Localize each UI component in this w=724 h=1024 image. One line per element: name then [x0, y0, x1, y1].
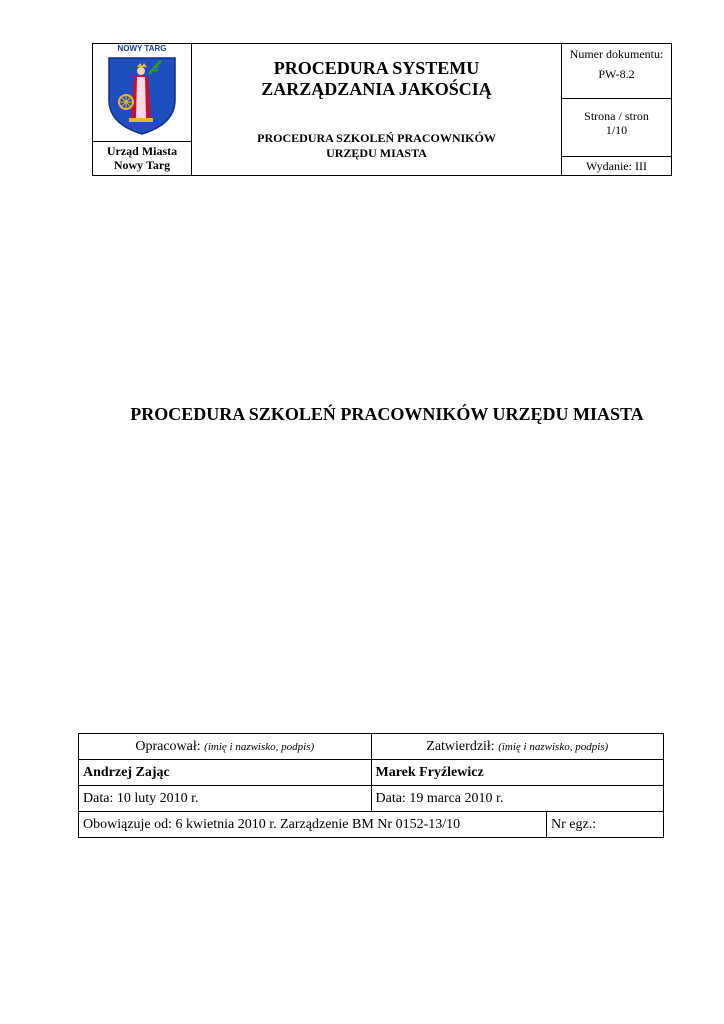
office-name	[93, 141, 191, 175]
page-value: 1/10	[605, 123, 628, 137]
title-column	[192, 44, 561, 175]
office-line-1: Urząd Miasta	[106, 144, 178, 158]
procedure-line-1: PROCEDURA SZKOLEŃ PRACOWNIKÓW	[257, 131, 496, 145]
coat-of-arms	[93, 44, 191, 139]
approved-name: Marek Fryźlewicz	[371, 760, 664, 786]
prepared-hint: (imię i nazwisko, podpis)	[204, 740, 315, 753]
system-title-line-2: ZARZĄDZANIA JAKOŚCIĄ	[261, 79, 492, 99]
doc-number: PW-8.2	[598, 67, 635, 81]
document-header	[92, 43, 672, 176]
approved-hint: (imię i nazwisko, podpis)	[498, 740, 609, 753]
table-row	[79, 760, 664, 786]
effective-date: Obowiązuje od: 6 kwietnia 2010 r. Zarządzenie BM Nr 0152-13/10	[79, 812, 547, 838]
table-row	[79, 786, 664, 812]
page-cell	[562, 99, 671, 157]
coat-of-arms-icon	[93, 44, 191, 139]
main-title: PROCEDURA SZKOLEŃ PRACOWNIKÓW URZĘDU MIASTA	[130, 404, 644, 424]
table-row	[79, 812, 664, 838]
table-row	[79, 734, 664, 760]
prepared-label: Opracował:	[135, 738, 201, 754]
approval-table	[78, 733, 664, 838]
logo-text: NOWY TARG	[117, 44, 167, 53]
doc-number-cell	[562, 44, 671, 99]
logo-column	[93, 44, 192, 175]
doc-number-label: Numer dokumentu:	[569, 47, 664, 61]
system-title-line-1: PROCEDURA SYSTEMU	[273, 58, 480, 78]
page-label: Strona / stron	[584, 109, 649, 123]
procedure-subtitle	[192, 131, 561, 161]
system-title	[192, 58, 561, 100]
meta-column	[561, 44, 671, 175]
approved-date: Data: 19 marca 2010 r.	[371, 786, 664, 812]
approved-header	[371, 734, 664, 760]
procedure-line-2: URZĘDU MIASTA	[326, 146, 427, 160]
prepared-name: Andrzej Zając	[79, 760, 372, 786]
office-line-2: Nowy Targ	[113, 158, 171, 172]
copy-number: Nr egz.:	[547, 812, 664, 838]
prepared-date: Data: 10 luty 2010 r.	[79, 786, 372, 812]
edition: Wydanie: III	[586, 159, 647, 173]
approved-label: Zatwierdził:	[426, 738, 495, 754]
prepared-header	[79, 734, 372, 760]
